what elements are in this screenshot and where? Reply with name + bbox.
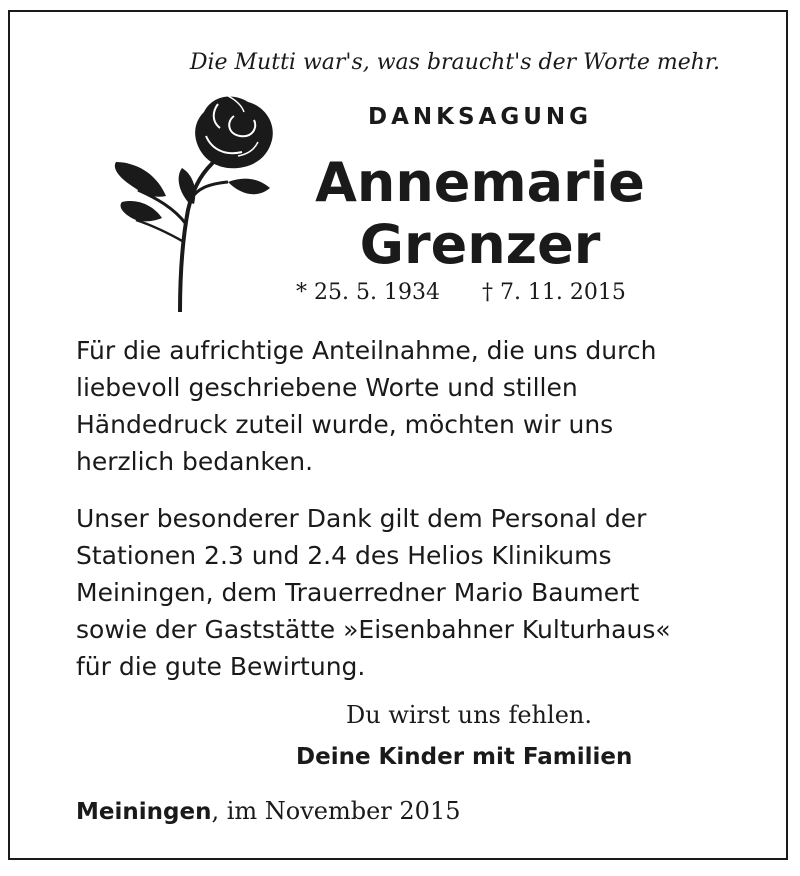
last-name: Grenzer [359,213,601,276]
rose-icon [108,92,284,314]
text-line: Für die aufrichtige Anteilnahme, die uns durch [76,336,657,365]
text-line: Händedruck zuteil wurde, möchten wir uns [76,410,614,439]
text-line: herzlich bedanken. [76,447,314,476]
birth-symbol: * [296,280,307,305]
text-line: Meiningen, dem Trauerredner Mario Baumert [76,578,640,607]
place-city: Meiningen [76,799,212,825]
place-date-line [76,797,461,825]
signature: Deine Kinder mit Familien [296,744,633,770]
death-date: 7. 11. 2015 [499,280,626,305]
place-date: , im November 2015 [211,797,461,825]
motto: Die Mutti war's, was braucht's der Worte mehr. [189,50,720,75]
farewell-line: Du wirst uns fehlen. [346,701,592,729]
text-line: für die gute Bewirtung. [76,652,366,681]
special-thanks-paragraph [76,500,756,685]
text-line: sowie der Gaststätte »Eisenbahner Kulturhaus« [76,615,671,644]
heading-danksagung: DANKSAGUNG [367,104,592,130]
life-dates [296,280,626,305]
birth-date: 25. 5. 1934 [314,280,440,305]
text-line: Stationen 2.3 und 2.4 des Helios Klinikums [76,541,612,570]
thanks-paragraph [76,332,756,480]
death-symbol: † [481,280,493,305]
text-line: liebevoll geschriebene Worte und stillen [76,373,578,402]
text-line: Unser besonderer Dank gilt dem Personal der [76,504,647,533]
first-name: Annemarie [315,151,645,214]
